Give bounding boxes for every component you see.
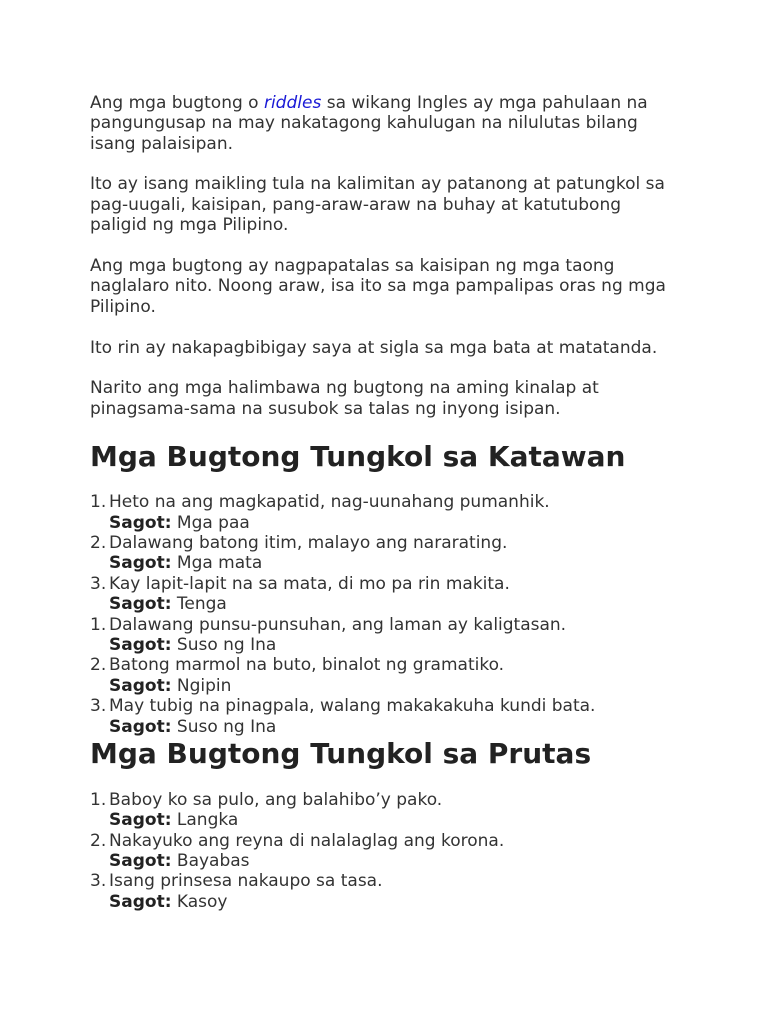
riddle-item [90,696,676,737]
riddle-item [90,533,676,574]
riddle-body [109,790,676,831]
riddle-item [90,790,676,831]
riddle-item [90,831,676,872]
intro-text-after-link: sa wikang Ingles ay mga pahulaan na pangungusap na may nakatagong kahulugan na nilulutas bilang isang palaisipan. [90,92,648,154]
item-number: 3. [90,573,107,594]
item-number: 2. [90,533,107,554]
riddle-question: Heto na ang magkapatid, nag-uunahang pumanhik. [109,492,550,513]
riddle-body [109,492,676,533]
purpose-paragraph: Ang mga bugtong ay nagpapatalas sa kaisipan ng mga taong naglalaro nito. Noong araw, isa ito sa mga pampalipas oras ng mga Pilipino. [90,256,666,317]
riddle-list-katawan-1 [90,492,676,614]
riddle-item [90,871,676,912]
answer-label: Sagot: [109,635,172,656]
definition-paragraph: Ito ay isang maikling tula na kalimitan ay patanong at patungkol sa pag-uugali, kaisipan, pang-araw-araw na buhay at katutubong paligid ng mga Pilipino. [90,174,665,236]
article-body [90,93,676,912]
riddles-link[interactable]: riddles [263,92,322,113]
riddle-answer: Ngipin [176,675,232,696]
answer-label: Sagot: [109,891,172,912]
answer-label: Sagot: [109,553,172,574]
riddle-question: Dalawang punsu-punsuhan, ang laman ay kaligtasan. [109,614,567,635]
riddle-answer: Langka [176,810,239,831]
riddle-list-katawan-2 [90,615,676,737]
riddle-body [109,533,676,574]
item-number: 2. [90,830,107,851]
riddle-item [90,655,676,696]
answer-label: Sagot: [109,850,172,871]
riddle-body [109,831,676,872]
riddle-answer: Mga paa [176,512,250,533]
answer-label: Sagot: [109,512,172,533]
answer-label: Sagot: [109,594,172,615]
answer-label: Sagot: [109,810,172,831]
riddle-answer: Bayabas [176,850,250,871]
riddle-item [90,574,676,615]
riddle-question: Baboy ko sa pulo, ang balahibo’y pako. [109,789,443,810]
item-number: 3. [90,696,107,717]
riddle-answer: Kasoy [176,891,228,912]
riddle-item [90,492,676,533]
riddle-question: Dalawang batong itim, malayo ang nararating. [109,533,508,554]
riddle-question: May tubig na pinagpala, walang makakakuha kundi bata. [109,696,596,717]
riddle-body [109,655,676,696]
riddle-question: Kay lapit-lapit na sa mata, di mo pa rin makita. [109,573,510,594]
riddle-item [90,615,676,656]
examples-intro-paragraph: Narito ang mga halimbawa ng bugtong na aming kinalap at pinagsama-sama na susubok sa talas ng inyong isipan. [90,378,599,419]
enjoyment-paragraph: Ito rin ay nakapagbibigay saya at sigla sa mga bata at matatanda. [90,337,658,358]
riddle-body [109,871,676,912]
answer-label: Sagot: [109,716,172,737]
riddle-answer: Tenga [176,594,227,615]
riddle-question: Nakayuko ang reyna di nalalaglag ang korona. [109,830,505,851]
riddle-question: Isang prinsesa nakaupo sa tasa. [109,871,383,892]
riddle-answer: Suso ng Ina [176,716,277,737]
item-number: 1. [90,789,107,810]
riddle-body [109,696,676,737]
riddle-list-prutas [90,790,676,912]
section-heading-prutas: Mga Bugtong Tungkol sa Prutas [90,737,592,771]
riddle-answer: Suso ng Ina [176,635,277,656]
riddle-question: Batong marmol na buto, binalot ng gramatiko. [109,655,505,676]
item-number: 1. [90,492,107,513]
item-number: 2. [90,655,107,676]
section-heading-katawan: Mga Bugtong Tungkol sa Katawan [90,439,626,473]
answer-label: Sagot: [109,675,172,696]
intro-text-before-link: Ang mga bugtong o [90,92,264,113]
item-number: 3. [90,871,107,892]
intro-paragraph [90,93,676,154]
riddle-body [109,615,676,656]
riddle-body [109,574,676,615]
item-number: 1. [90,614,107,635]
riddle-answer: Mga mata [176,553,263,574]
